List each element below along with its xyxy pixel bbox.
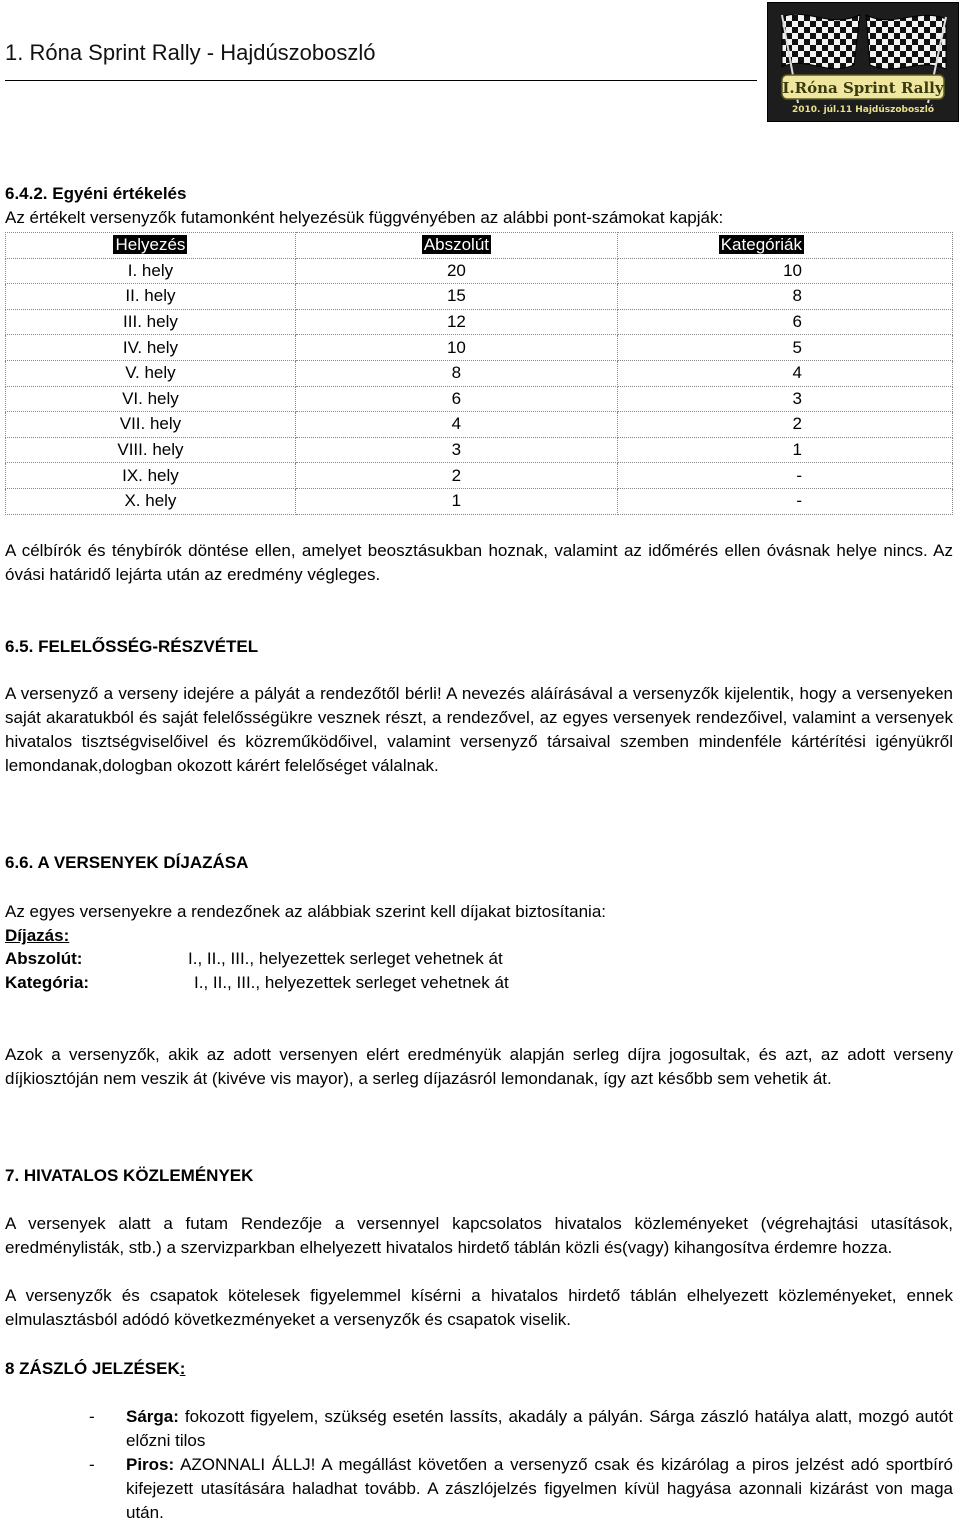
table-row (6, 437, 953, 463)
points-table (5, 232, 953, 515)
table-row (6, 360, 953, 386)
flag-name: Piros: (126, 1455, 175, 1474)
section-7-paragraph-1: A versenyek alatt a futam Rendezője a versennyel kapcsolatos hivatalos közleményeket (végrehajtási utasítások, eredménylisták, stb.) a szervizparkban elhelyezett hivatalos hirdető táblán közli és(vagy) kihangosítva érdemre hozza. (5, 1214, 953, 1257)
section-65-text: A versenyző a verseny idejére a pályát a rendezőtől bérli! A nevezés aláírásával a versenyzők kijelentik, hogy a versenyeken saját akaratukból és saját felelősségükre vesznek részt, a rendezővel, az egyes versenyek rendezőivel, valamint a versenyek hivatalos tisztségviselőivel és közreműködőivel, valamint versenyző társaival szemben mindenféle kártérítési igényükről lemondanak,dologban okozott kárért felelőséget válalnak. (5, 684, 953, 775)
section-7-paragraph-2: A versenyzők és csapatok kötelesek figyelemmel kísérni a hivatalos hirdető táblán elhelyezett közleményeket, ennek elmulasztásból adódó következményeket a versenyzők és csapatok viselik. (5, 1286, 953, 1329)
flag-description: AZONNALI ÁLLJ! A megállást követően a versenyző csak és kizárólag a piros jelzést adó sportbíró kifejezett utasítására haladhat tovább. A zászlójelzés figyelmen kívül hagyása azonnali kizárást von maga után. (126, 1455, 953, 1522)
table-cell: 10 (617, 258, 952, 284)
table-cell: VII. hely (6, 412, 296, 438)
list-dash: - (89, 1455, 95, 1474)
table-cell: 6 (295, 386, 617, 412)
table-cell: 1 (617, 437, 952, 463)
table-cell: 5 (617, 335, 952, 361)
table-cell: 15 (295, 284, 617, 310)
table-row (6, 309, 953, 335)
abszolut-label: Abszolút: (5, 949, 83, 968)
table-cell: 6 (617, 309, 952, 335)
table-cell: 8 (617, 284, 952, 310)
rally-logo (767, 2, 959, 122)
table-cell: 12 (295, 309, 617, 335)
table-cell: 2 (617, 412, 952, 438)
table-row (6, 463, 953, 489)
flag-item-yellow (5, 1405, 953, 1453)
table-cell: II. hely (6, 284, 296, 310)
table-cell: 3 (617, 386, 952, 412)
table-cell: X. hely (6, 488, 296, 514)
table-cell: 10 (295, 335, 617, 361)
logo-title: I.Róna Sprint Rally (782, 79, 944, 97)
section-8-heading-colon: : (179, 1359, 186, 1378)
table-cell: VIII. hely (6, 437, 296, 463)
table-cell: I. hely (6, 258, 296, 284)
section-8-heading-text: 8 ZÁSZLÓ JELZÉSEK (5, 1359, 180, 1378)
table-cell: 4 (617, 360, 952, 386)
section-8-heading (5, 1357, 953, 1381)
kategoria-row (5, 971, 953, 995)
table-row (6, 488, 953, 514)
page-title: 1. Róna Sprint Rally - Hajdúszoboszló (5, 40, 376, 65)
table-cell: III. hely (6, 309, 296, 335)
table-cell: 8 (295, 360, 617, 386)
logo-subtitle: 2010. júl.11 Hajdúszoboszló (791, 105, 935, 115)
table-cell: 1 (295, 488, 617, 514)
list-dash: - (89, 1407, 95, 1426)
table-cell: - (617, 463, 952, 489)
table-cell: 2 (295, 463, 617, 489)
table-header-row (6, 233, 953, 259)
section-66-text: Azok a versenyzők, akik az adott versenyen elért eredményük alapján serleg díjra jogosultak, és azt, az adott verseny díjkiosztóján nem veszik át (kivéve vis mayor), a serleg díjazásról lemondanak, így azt később sem vehetik át. (5, 1045, 953, 1088)
table-row (6, 386, 953, 412)
table-header-cell: Abszolút (295, 233, 617, 259)
table-row (6, 284, 953, 310)
table-cell: VI. hely (6, 386, 296, 412)
abszolut-row (5, 947, 953, 971)
flag-name: Sárga: (126, 1407, 179, 1426)
table-header-cell: Helyezés (6, 233, 296, 259)
section-642-note: A célbírók és ténybírók döntése ellen, amelyet beosztásukban hoznak, valamint az időmérés ellen óvásnak helye nincs. Az óvási határidő lejárta után az eredmény végleges. (5, 541, 953, 584)
table-cell: 4 (295, 412, 617, 438)
dijazas-label: Díjazás: (5, 926, 70, 945)
section-642-heading: 6.4.2. Egyéni értékelés (5, 184, 187, 203)
flag-item-red (5, 1453, 953, 1525)
table-cell: 3 (295, 437, 617, 463)
kategoria-value: I., II., III., helyezettek serleget vehetnek át (194, 973, 509, 992)
table-row (6, 335, 953, 361)
table-cell: 20 (295, 258, 617, 284)
kategoria-label: Kategória: (5, 973, 90, 992)
table-row (6, 412, 953, 438)
flag-list (5, 1405, 953, 1525)
checkered-flags-icon (768, 3, 958, 121)
flag-description: fokozott figyelem, szükség esetén lassíts, akadály a pályán. Sárga zászló hatálya alatt, mozgó autót előzni tilos (126, 1407, 953, 1450)
header-divider (5, 80, 757, 81)
section-66-intro: Az egyes versenyekre a rendezőnek az alábbiak szerint kell díjakat biztosítania: (5, 902, 606, 921)
table-header-cell: Kategóriák (617, 233, 952, 259)
table-cell: V. hely (6, 360, 296, 386)
section-7-heading: 7. HIVATALOS KÖZLEMÉNYEK (5, 1166, 254, 1185)
section-642-intro: Az értékelt versenyzők futamonként helyezésük függvényében az alábbi pont-számokat kapják: (5, 208, 724, 227)
table-cell: IV. hely (6, 335, 296, 361)
table-row (6, 258, 953, 284)
abszolut-value: I., II., III., helyezettek serleget vehetnek át (188, 949, 503, 968)
section-65-heading: 6.5. FELELŐSSÉG-RÉSZVÉTEL (5, 637, 259, 656)
table-cell: - (617, 488, 952, 514)
table-cell: IX. hely (6, 463, 296, 489)
section-66-heading: 6.6. A VERSENYEK DÍJAZÁSA (5, 853, 249, 872)
